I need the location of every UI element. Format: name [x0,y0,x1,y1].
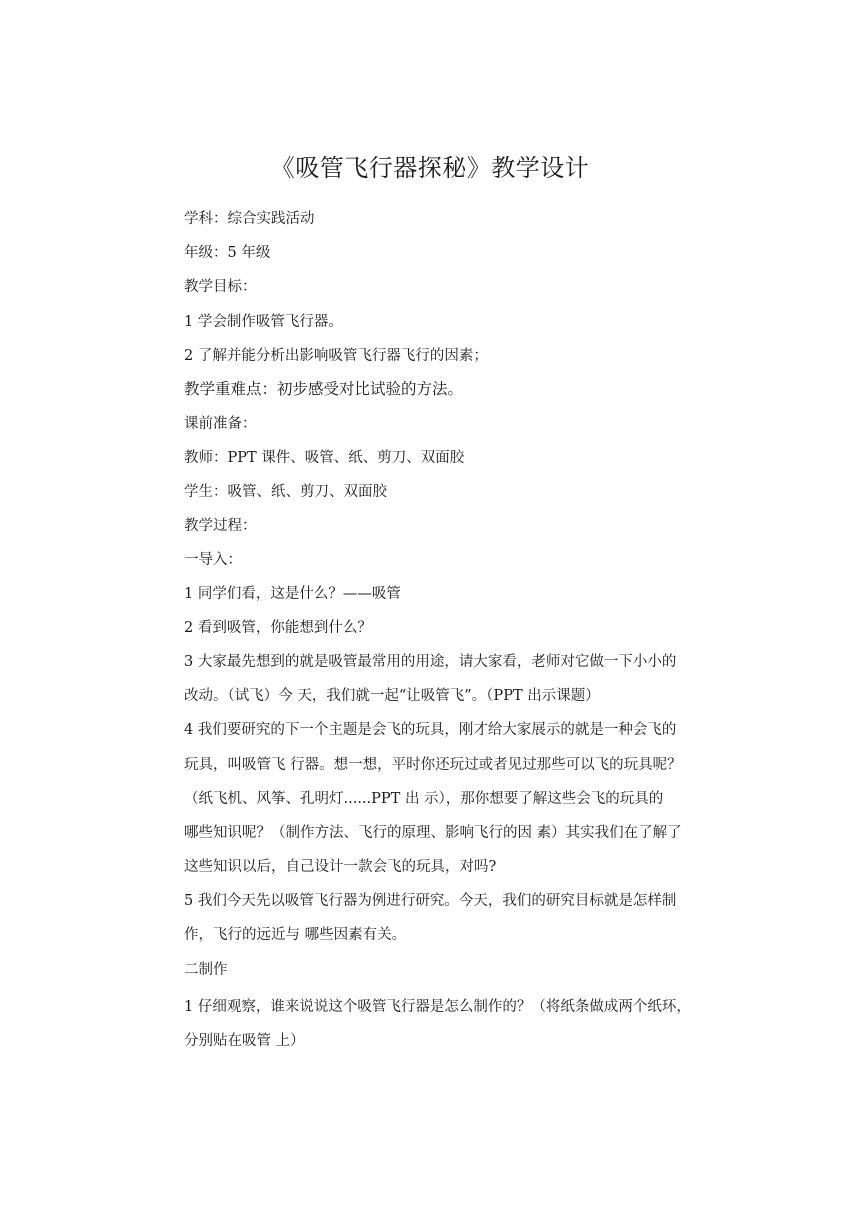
teacher-materials: 教师：PPT 课件、吸管、纸、剪刀、双面胶 [184,450,465,466]
student-materials: 学生：吸管、纸、剪刀、双面胶 [184,484,387,500]
intro-step-2: 2 看到吸管，你能想到什么？ [184,620,372,636]
process-heading: 教学过程： [184,518,257,534]
intro-step-4-line-1: 4 我们要研究的下一个主题是会飞的玩具，刚才给大家展示的就是一种会飞的 [184,722,677,738]
intro-step-3-line-2: 改动。（试飞）今 天，我们就一起“让吸管飞”。（PPT 出示课题） [184,688,600,704]
preparation-heading: 课前准备： [184,416,257,432]
intro-step-3-line-1: 3 大家最先想到的就是吸管最常用的用途，请大家看，老师对它做一下小小的 [184,654,677,670]
make-step-1-line-1: 1 仔细观察，谁来说说这个吸管飞行器是怎么制作的？（将纸条做成两个纸环， [184,999,691,1015]
intro-step-5-line-2: 作，飞行的远近与 哪些因素有关。 [184,927,407,943]
document-title: 《吸管飞行器探秘》教学设计 [270,154,590,182]
intro-step-4-line-4: 哪些知识呢？（制作方法、飞行的原理、影响飞行的因 素）其实我们在了解了 [184,825,682,841]
objectives-heading: 教学目标： [184,279,257,295]
intro-step-4-line-2: 玩具，叫吸管飞 行器。想一想，平时你还玩过或者见过那些可以飞的玩具呢？ [184,757,682,773]
make-step-1-line-2: 分别贴在吸管 上） [184,1033,305,1049]
subject-line: 学科：综合实践活动 [184,211,315,227]
intro-step-1: 1 同学们看，这是什么？——吸管 [184,586,401,602]
intro-step-5-line-1: 5 我们今天先以吸管飞行器为例进行研究。今天，我们的研究目标就是怎样制 [184,893,677,909]
objective-1: 1 学会制作吸管飞行器。 [184,314,343,330]
intro-step-4-line-3: （纸飞机、风筝、孔明灯......PPT 出 示），那你想要了解这些会飞的玩具的 [184,791,664,807]
key-points-line: 教学重难点：初步感受对比试验的方法。 [184,380,464,398]
section-make-heading: 二制作 [184,962,228,978]
grade-line: 年级：5 年级 [184,245,271,261]
objective-2: 2 了解并能分析出影响吸管飞行器飞行的因素； [184,348,488,364]
intro-step-4-line-5: 这些知识以后，自己设计一款会飞的玩具，对吗? [184,859,497,875]
section-intro-heading: 一导入： [184,552,242,568]
